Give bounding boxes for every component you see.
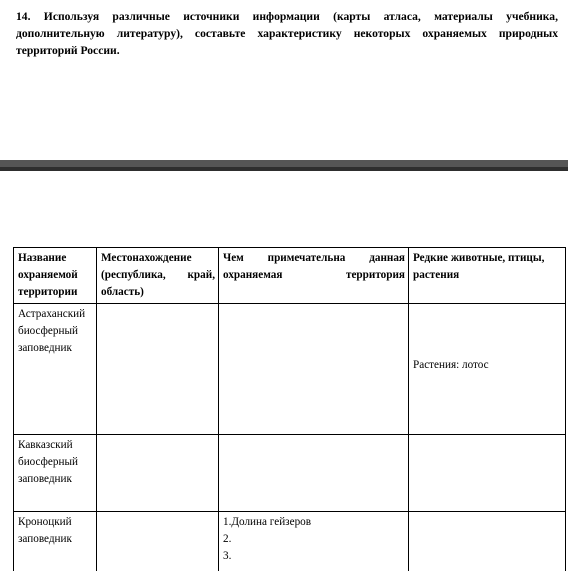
cell-rare[interactable] — [409, 304, 566, 435]
cell-name: Кавказский биосферный заповедник — [14, 435, 97, 512]
notable-item: 3. — [223, 550, 232, 562]
cell-location[interactable] — [97, 512, 219, 571]
notable-item: 1.Долина гейзеров — [223, 516, 312, 528]
table-row — [14, 435, 566, 512]
header-location: Местонахождение (республика, край, область) — [97, 248, 219, 304]
cell-location[interactable] — [97, 304, 219, 435]
header-rare: Редкие животные, птицы, растения — [409, 248, 566, 304]
page-divider — [0, 160, 568, 171]
page-divider-shade — [0, 167, 568, 171]
cell-notable[interactable] — [219, 435, 409, 512]
table-header-row — [14, 248, 566, 304]
notable-item: 2. — [223, 533, 232, 545]
cell-name: Астраханский биосферный заповедник — [14, 304, 97, 435]
cell-notable[interactable] — [219, 512, 409, 571]
reserves-table — [13, 247, 566, 571]
cell-rare[interactable] — [409, 512, 566, 571]
table-row — [14, 304, 566, 435]
cell-location[interactable] — [97, 435, 219, 512]
table-row — [14, 512, 566, 571]
header-notable: Чем примечательна данная охраняемая территория — [219, 248, 409, 304]
header-name: Название охраняемой территории — [14, 248, 97, 304]
rare-plants-text: Растения: лотос — [413, 359, 489, 371]
task-text: 14. Используя различные источники информации (карты атласа, материалы учебника, дополнительную литературу), составьте характеристику некоторых охраняемых природных территорий России. — [16, 10, 558, 57]
reserves-table-container — [13, 247, 565, 571]
cell-notable[interactable] — [219, 304, 409, 435]
cell-name: Кроноцкий заповедник — [14, 512, 97, 571]
cell-rare[interactable] — [409, 435, 566, 512]
